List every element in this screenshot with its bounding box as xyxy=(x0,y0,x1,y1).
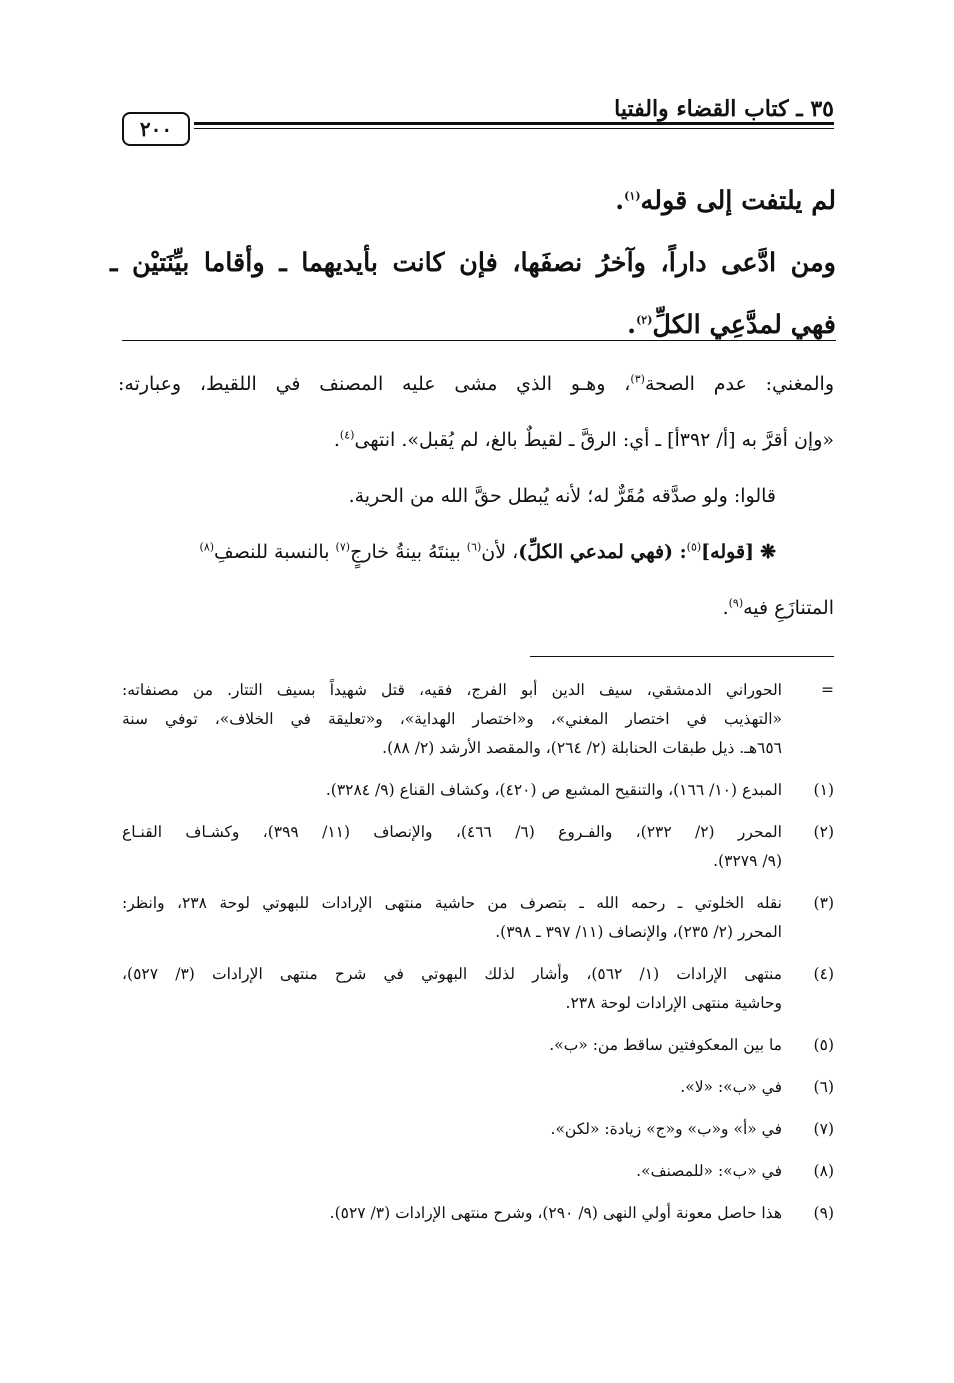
text-segment: [قوله] xyxy=(701,541,755,563)
footnote-ref: (٨) xyxy=(199,540,215,554)
footnote-line: نقله الخلوتي ـ رحمه الله ـ بتصرف من حاشية منتهى الإرادات للبهوتي لوحة ٢٣٨، وانظر: xyxy=(122,894,782,912)
footnote-1 xyxy=(122,776,834,805)
commentary-line xyxy=(118,412,834,468)
footnotes xyxy=(122,676,834,1241)
footnote-continued xyxy=(122,676,834,763)
matn-separator xyxy=(122,340,836,341)
text-segment: : (فهي لمدعي الكلِّ) xyxy=(518,541,687,563)
footnote-number: (١) xyxy=(813,781,834,799)
footnote-7 xyxy=(122,1115,834,1144)
commentary-line: قالوا: ولو صدَّقه مُقَرٌّ له؛ لأنه يُبطل حقَّ الله من الحرية. xyxy=(348,485,776,507)
text-segment: ، وهـو الذي مشى عليه المصنف في اللقيط، وعبارته: xyxy=(118,373,631,395)
footnote-line: الحوراني الدمشقي، سيف الدين أبو الفرج، فقيه، قتل شهيداً بسيف التتار. من مصنفاته: xyxy=(122,681,782,699)
footnote-number: (٤) xyxy=(813,965,834,983)
text-segment: . xyxy=(722,597,729,619)
footnote-ref: (٦) xyxy=(466,540,482,554)
text-segment: والمغني: عدم الصحة xyxy=(644,373,834,395)
text-segment: «وإن أقرَّ به [أ/ ٣٩٢أ] ـ أي: الرقَّ ـ لقيطٌ بالغ، لم يُقبل». انتهى xyxy=(354,429,834,451)
footnote-5 xyxy=(122,1031,834,1060)
text-segment: بينتَهُ بينةُ خارجٍ xyxy=(350,541,467,563)
header-rule-thin xyxy=(194,128,834,129)
matn-text-segment: . xyxy=(615,186,625,216)
footnote-ref: (٢) xyxy=(636,313,653,327)
footnote-number: (٢) xyxy=(813,823,834,841)
text-segment: بالنسبة للنصفِ xyxy=(214,541,336,563)
footnote-4 xyxy=(122,960,834,1018)
footnote-line: ٦٥٦هـ. ذيل طبقات الحنابلة (٢/ ٢٦٤)، والمقصد الأرشد (٢/ ٨٨). xyxy=(382,739,782,757)
commentary-line xyxy=(118,580,834,636)
footnote-line: ما بين المعكوفتين ساقط من: «ب». xyxy=(549,1036,782,1054)
matn-text-segment: . xyxy=(627,310,637,340)
matn-line xyxy=(110,294,836,356)
matn-text-segment: لم يلتفت إلى قوله xyxy=(640,186,836,216)
text-segment: . xyxy=(333,429,340,451)
commentary-line xyxy=(118,524,834,580)
running-title: ٣٥ ـ كتاب القضاء والفتيا xyxy=(614,96,834,122)
footnote-line: في «ب»: «للمصنف». xyxy=(636,1162,782,1180)
page-number: ٢٠٠ xyxy=(122,112,190,146)
footnote-3 xyxy=(122,889,834,947)
commentary-line xyxy=(118,356,834,412)
footnote-2 xyxy=(122,818,834,876)
text-segment: ، لأن xyxy=(481,541,519,563)
footnote-ref: (٧) xyxy=(335,540,351,554)
footnote-8 xyxy=(122,1157,834,1186)
footnote-line: المحرر (٢/ ٢٣٢)، والفـروع (٦/ ٤٦٦)، والإنصاف (١١/ ٣٩٩)، وكشـاف القنـاع xyxy=(122,823,782,841)
footnote-number: (٣) xyxy=(813,894,834,912)
footnote-number: (٧) xyxy=(813,1120,834,1138)
footnote-ref: (٩) xyxy=(728,596,744,610)
matn-text-segment: فهي لمدَّعِي الكلِّ xyxy=(652,310,836,340)
footnote-line: منتهى الإرادات (١/ ٥٦٢)، وأشار لذلك البهوتي في شرح منتهى الإرادات (٣/ ٥٢٧)، xyxy=(122,965,782,983)
footnote-line: «التهذيب في اختصار المغني»، و«اختصار الهداية»، و«تعليقة في الخلاف»، توفي سنة xyxy=(122,710,782,728)
footnote-ref: (٤) xyxy=(339,428,355,442)
footnote-number: (٦) xyxy=(813,1078,834,1096)
footnote-line: المحرر (٢/ ٢٣٥)، والإنصاف (١١/ ٣٩٧ ـ ٣٩٨). xyxy=(495,923,782,941)
footnote-ref: (٣) xyxy=(630,372,645,386)
footnote-9 xyxy=(122,1199,834,1228)
commentary-text xyxy=(118,356,834,636)
matn-line: ومن ادَّعى داراً، وآخرُ نصفَها، فإن كانت بأيديهما ـ وأقاما بيِّنَتيْن ـ xyxy=(110,248,836,278)
footnote-ref: (١) xyxy=(624,189,641,203)
header-rule xyxy=(194,122,834,125)
footnote-number: (٥) xyxy=(813,1036,834,1054)
matn-line xyxy=(110,170,836,232)
footnote-line: في «ب»: «لا». xyxy=(680,1078,782,1096)
footnote-number: (٩) xyxy=(813,1204,834,1222)
footnote-ref: (٥) xyxy=(686,540,702,554)
footnote-number: = xyxy=(821,681,834,699)
footnote-6 xyxy=(122,1073,834,1102)
footnote-line: وحاشية منتهى الإرادات لوحة ٢٣٨. xyxy=(565,994,782,1012)
footnote-line: المبدع (١٠/ ١٦٦)، والتنقيح المشبع ص (٤٢٠)، وكشاف القناع (٩/ ٣٢٨٤). xyxy=(325,781,782,799)
text-segment: المتنازَعِ فيه xyxy=(743,597,834,619)
star-marker: ❋ xyxy=(760,541,776,563)
footnote-line: (٩/ ٣٢٧٩). xyxy=(713,852,782,870)
matn-text xyxy=(110,170,836,356)
footnote-number: (٨) xyxy=(813,1162,834,1180)
footnote-line: هذا حاصل معونة أولي النهى (٩/ ٢٩٠)، وشرح منتهى الإرادات (٣/ ٥٢٧). xyxy=(329,1204,782,1222)
page-header xyxy=(122,92,834,152)
footnote-line: في «أ» و«ب» و«ج» زيادة: «لكن». xyxy=(550,1120,782,1138)
footnote-separator xyxy=(530,656,834,657)
